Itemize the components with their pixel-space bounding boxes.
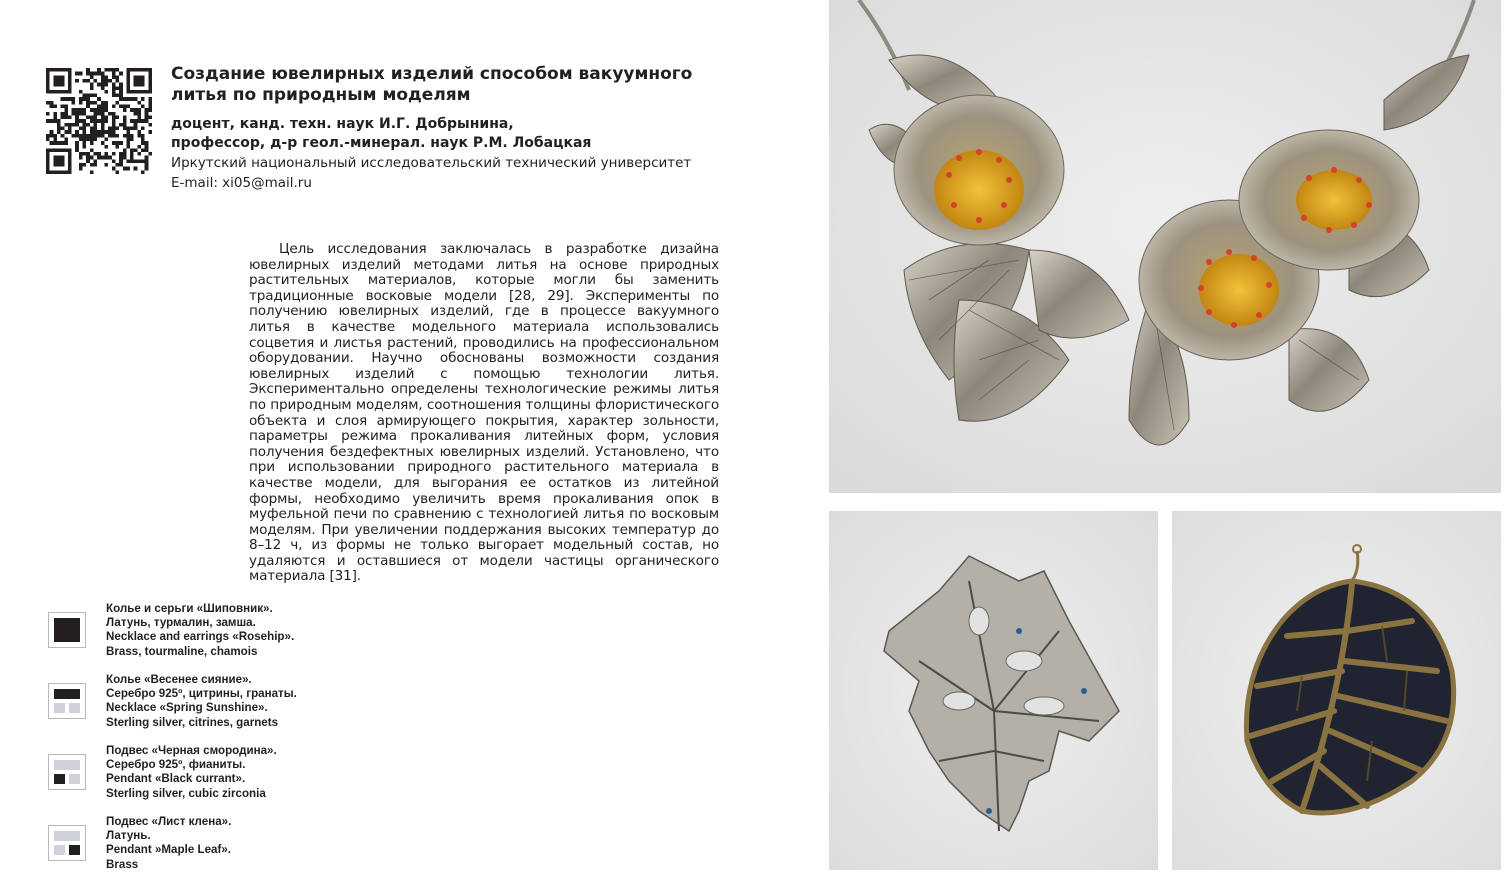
layout-icon-full — [48, 612, 86, 648]
caption-line: Pendant »Maple Leaf». — [106, 843, 231, 857]
caption-line: Колье «Весенее сияние». — [106, 673, 252, 686]
author-line: доцент, канд. техн. наук И.Г. Добрынина, — [171, 116, 514, 132]
photo-brass-leaf — [1172, 511, 1501, 870]
caption-line: Necklace and earrings «Rosehip». — [106, 630, 295, 644]
caption-text — [106, 815, 231, 872]
article-title — [171, 64, 731, 106]
qr-code — [46, 68, 152, 174]
caption-line: Подвес «Лист клена». — [106, 815, 232, 828]
affiliation: Иркутский национальный исследовательский технический университет — [171, 155, 692, 171]
caption-line: Серебро 925º, фианиты. — [106, 758, 246, 772]
title-line: Создание ювелирных изделий способом вакуумного — [171, 64, 693, 84]
caption-text — [106, 744, 277, 801]
author-line: профессор, д-р геол.-минерал. наук Р.М. Лобацкая — [171, 135, 592, 151]
caption-line: Подвес «Черная смородина». — [106, 744, 277, 757]
email: E-mail: xi05@mail.ru — [171, 175, 312, 191]
caption-line: Серебро 925º, цитрины, гранаты. — [106, 687, 297, 701]
caption-maple-leaf — [48, 815, 348, 885]
authors — [171, 115, 731, 153]
photo-necklace — [829, 0, 1501, 493]
caption-spring-sunshine — [48, 673, 348, 743]
layout-icon-bottom-left — [48, 754, 86, 790]
photo-silver-leaf — [829, 511, 1158, 870]
caption-black-currant — [48, 744, 348, 814]
affiliation-block — [171, 153, 771, 193]
title-line: литья по природным моделям — [171, 85, 471, 105]
caption-line: Necklace «Spring Sunshine». — [106, 701, 268, 715]
caption-line: Латунь, турмалин, замша. — [106, 616, 256, 630]
layout-icon-top — [48, 683, 86, 719]
caption-line: Brass, tourmaline, chamois — [106, 644, 258, 658]
caption-text — [106, 602, 294, 659]
abstract: Цель исследования заключалась в разработке дизайна ювелирных изделий методами литья на основе природных растительных материалов, которые могли бы заменить традиционные восковые модели [28, 29]. Эксперименты по получению ювелирных изделий, где в процессе вакуумного литья в качестве модельного материала использовались соцветия и листья растений, проводились на профессиональном оборудовании. Научно обоснованы возможности создания ювелирных изделий с помощью технологии литья. Экспериментально определены технологические режимы литья по природным моделям, соотношения толщины флористического объекта и слоя армирующего покрытия, характер зольности, параметры режима прокаливания литейных форм, условия получения бездефектных ювелирных изделий. Установлено, что при использовании природного растительного материала в качестве модели, для выгорания ее остатков из литейной формы, необходимо увеличить время прокаливания опок в муфельной печи по сравнению с технологией литья по восковым моделям. При увеличении поддержания высоких температур до 8–12 ч, из формы не только выгорает модельный состав, но удаляются и оставшиеся от модели частицы органического материала [31]. — [249, 241, 719, 585]
caption-rosehip — [48, 602, 348, 672]
caption-line: Brass — [106, 857, 139, 871]
caption-line: Колье и серьги «Шиповник». — [106, 602, 273, 615]
caption-line: Sterling silver, citrines, garnets — [106, 715, 279, 729]
caption-line: Латунь. — [106, 829, 151, 843]
layout-icon-bottom-right — [48, 825, 86, 861]
caption-text — [106, 673, 297, 730]
caption-line: Sterling silver, cubic zirconia — [106, 786, 266, 800]
caption-line: Pendant «Black currant». — [106, 772, 246, 786]
